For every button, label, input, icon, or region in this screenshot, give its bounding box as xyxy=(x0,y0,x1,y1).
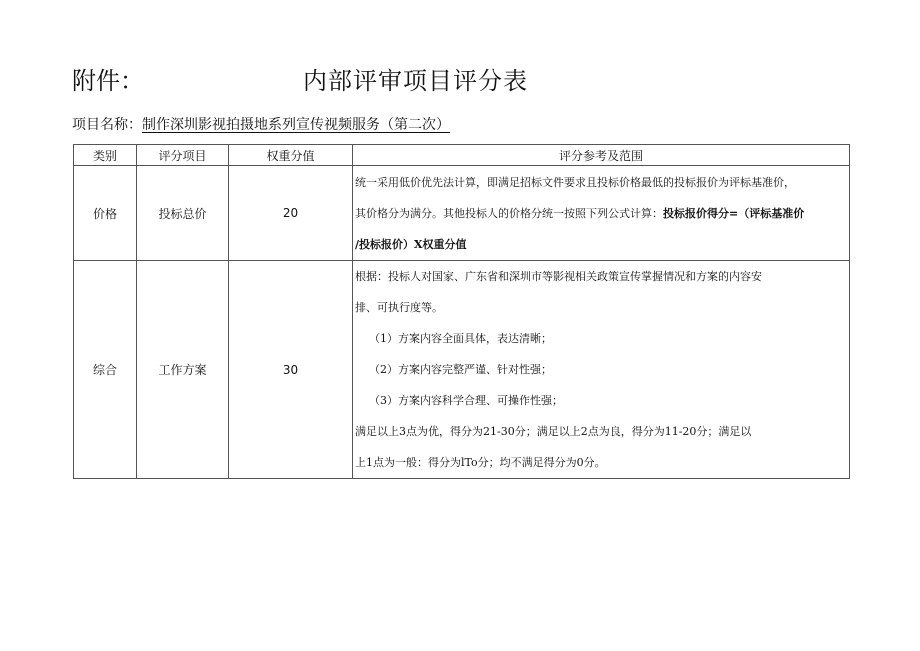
desc-line: （2）方案内容完整严谨、针对性强； xyxy=(369,363,552,376)
scoring-table xyxy=(73,144,850,479)
table-header-row xyxy=(74,145,850,166)
cell-item: 工作方案 xyxy=(137,261,229,479)
table-row xyxy=(74,166,850,261)
formula-text: 投标报价得分=（评标基准价 xyxy=(663,207,805,220)
project-name-line xyxy=(72,116,450,134)
header-desc: 评分参考及范围 xyxy=(353,145,850,166)
project-name: 制作深圳影视拍摄地系列宣传视频服务（第二次） xyxy=(142,117,450,133)
formula-text: /投标报价）X权重分值 xyxy=(355,238,467,251)
header-item: 评分项目 xyxy=(137,145,229,166)
cell-item: 投标总价 xyxy=(137,166,229,261)
desc-line xyxy=(355,198,847,229)
attachment-label: 附件： xyxy=(72,67,144,95)
desc-line: 排、可执行度等。 xyxy=(355,301,443,314)
cell-category: 价格 xyxy=(74,166,137,261)
cell-category: 综合 xyxy=(74,261,137,479)
desc-text: 其价格分为满分。其他投标人的价格分统一按照下列公式计算： xyxy=(355,207,663,220)
title-row xyxy=(72,64,832,104)
cell-desc xyxy=(353,261,850,479)
desc-line: （1）方案内容全面具体，表达清晰； xyxy=(369,332,552,345)
cell-weight: 30 xyxy=(229,261,353,479)
cell-desc xyxy=(353,166,850,261)
desc-line: （3）方案内容科学合理、可操作性强； xyxy=(369,394,563,407)
header-category: 类别 xyxy=(74,145,137,166)
table-row xyxy=(74,261,850,479)
header-weight: 权重分值 xyxy=(229,145,353,166)
cell-weight: 20 xyxy=(229,166,353,261)
desc-line: 满足以上3点为优，得分为21-30分；满足以上2点为良，得分为11-20分；满足以 xyxy=(355,425,752,438)
project-label: 项目名称： xyxy=(72,117,142,133)
page-title: 内部评审项目评分表 xyxy=(303,67,528,95)
desc-line xyxy=(355,229,847,260)
desc-line: 根据：投标人对国家、广东省和深圳市等影视相关政策宣传掌握情况和方案的内容安 xyxy=(355,270,762,283)
desc-line: 统一采用低价优先法计算，即满足招标文件要求且投标价格最低的投标报价为评标基准价， xyxy=(355,176,795,189)
desc-line: 上1点为一般：得分为lTo分；均不满足得分为0分。 xyxy=(355,456,606,469)
